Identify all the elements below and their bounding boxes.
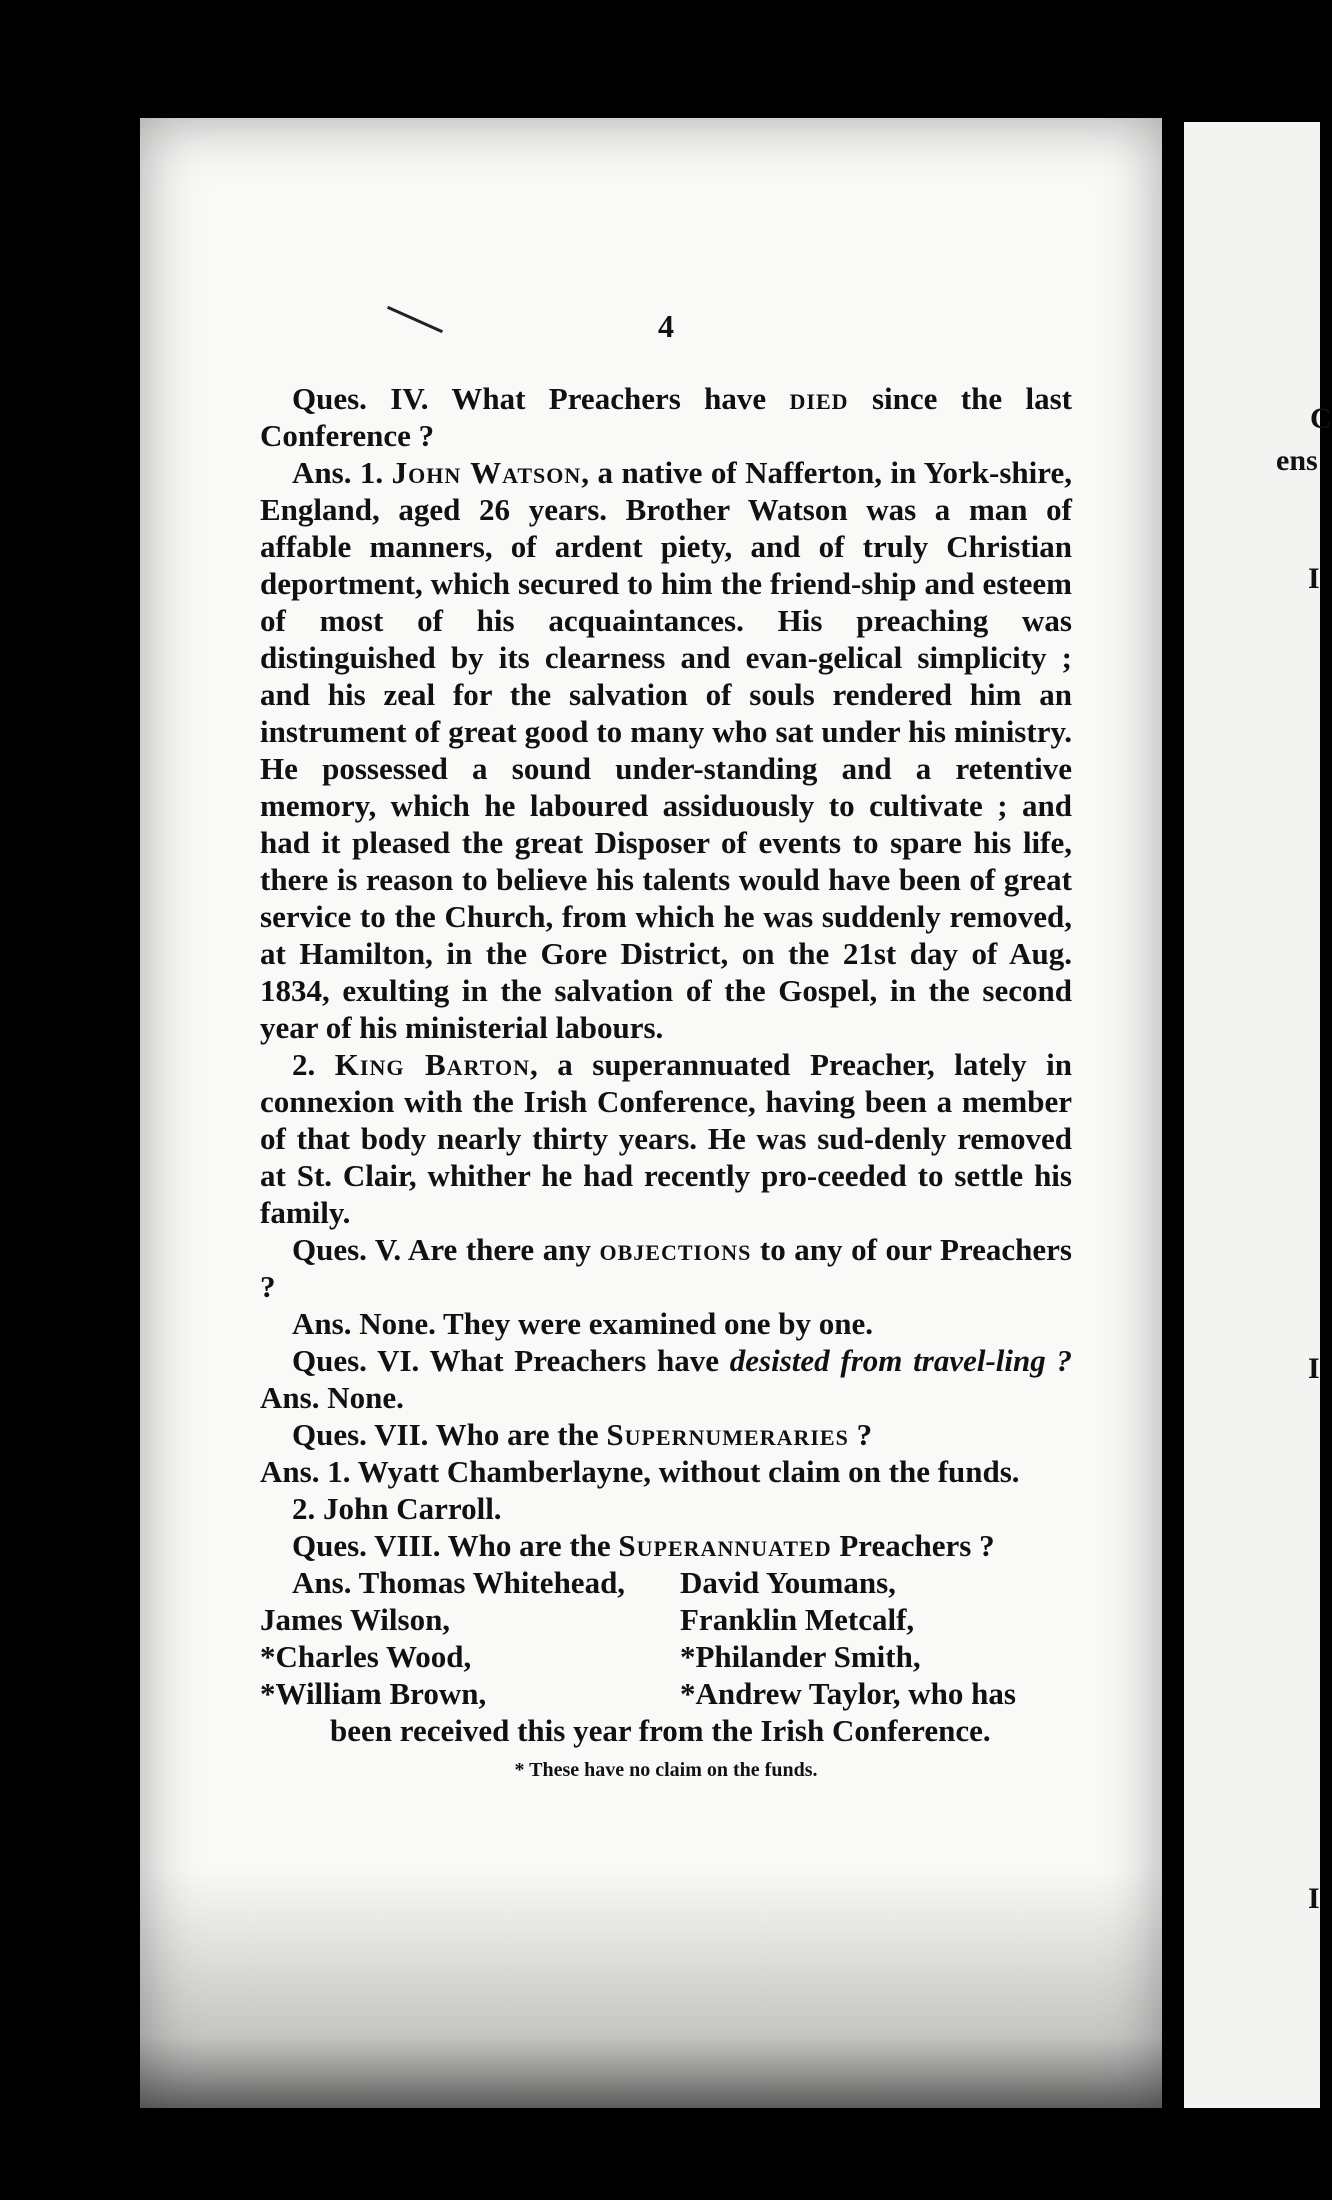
list-item: Franklin Metcalf, bbox=[680, 1602, 915, 1637]
question-7: Ques. VII. Who are the Supernumeraries ? bbox=[292, 1417, 873, 1452]
list-item: David Youmans, bbox=[680, 1565, 896, 1600]
page-number: 4 bbox=[658, 308, 674, 344]
answer-5: Ans. None. They were examined one by one. bbox=[292, 1306, 873, 1341]
answer-7-1: Ans. 1. Wyatt Chamberlayne, without claim on the funds. bbox=[260, 1454, 1020, 1489]
adjacent-page-edge bbox=[1184, 122, 1332, 2108]
list-item: *Charles Wood, bbox=[260, 1639, 472, 1674]
list-item: *Philander Smith, bbox=[680, 1639, 921, 1674]
text-fragment: I bbox=[1308, 562, 1320, 595]
page-gutter bbox=[1162, 118, 1184, 2108]
question-8: Ques. VIII. Who are the Superannuated Preachers ? bbox=[292, 1528, 995, 1563]
list-tail: been received this year from the Irish Conference. bbox=[330, 1713, 991, 1748]
text-fragment: I bbox=[1308, 1352, 1320, 1385]
text-fragment: ens bbox=[1276, 444, 1318, 477]
list-item: *William Brown, bbox=[260, 1676, 487, 1711]
question-6: Ques. VI. What Preachers have desisted from travel-ling ? Ans. None. bbox=[260, 1343, 1072, 1415]
list-item: James Wilson, bbox=[260, 1602, 451, 1637]
answer-4-1: Ans. 1. John Watson, a native of Nafferton, in York-shire, England, aged 26 years. Brother Watson was a man of affable manners, of ardent piety, and of truly Christian deportment, which secured to him the friend-ship and esteem of most of his acquaintances. His preaching was distinguished by its clearness and evan-gelical simplicity ; and his zeal for the salvation of souls rendered him an instrument of great good to many who sat under his ministry. He possessed a sound under-standing and a retentive memory, which he laboured assiduously to cultivate ; and had it pleased the great Disposer of events to spare his life, there is reason to believe his talents would have been of great service to the Church, from which he was suddenly removed, at Hamilton, in the Gore District, on the 21st day of Aug. 1834, exulting in the salvation of the Gospel, in the second year of his ministerial labours. bbox=[260, 455, 1072, 1045]
question-5: Ques. V. Are there any objections to any of our Preachers ? bbox=[260, 1232, 1072, 1304]
text-fragment: C bbox=[1310, 402, 1332, 435]
text-fragment: I bbox=[1308, 1882, 1320, 1915]
list-item: *Andrew Taylor, who has bbox=[680, 1676, 1016, 1711]
ink-mark bbox=[387, 306, 443, 333]
superannuated-list bbox=[260, 1564, 1072, 1712]
list-item: Ans. Thomas Whitehead, bbox=[292, 1565, 626, 1600]
page-body bbox=[260, 380, 1072, 1785]
footnote: * These have no claim on the funds. bbox=[514, 1759, 818, 1781]
document-page bbox=[140, 118, 1162, 2108]
answer-7-2: 2. John Carroll. bbox=[292, 1491, 502, 1526]
question-4: Ques. IV. What Preachers have died since the last Conference ? bbox=[260, 381, 1072, 453]
answer-4-2: 2. King Barton, a superannuated Preacher, lately in connexion with the Irish Conference, having been a member of that body nearly thirty years. He was sud-denly removed at St. Clair, whither he had recently pro-ceeded to settle his family. bbox=[260, 1047, 1072, 1230]
